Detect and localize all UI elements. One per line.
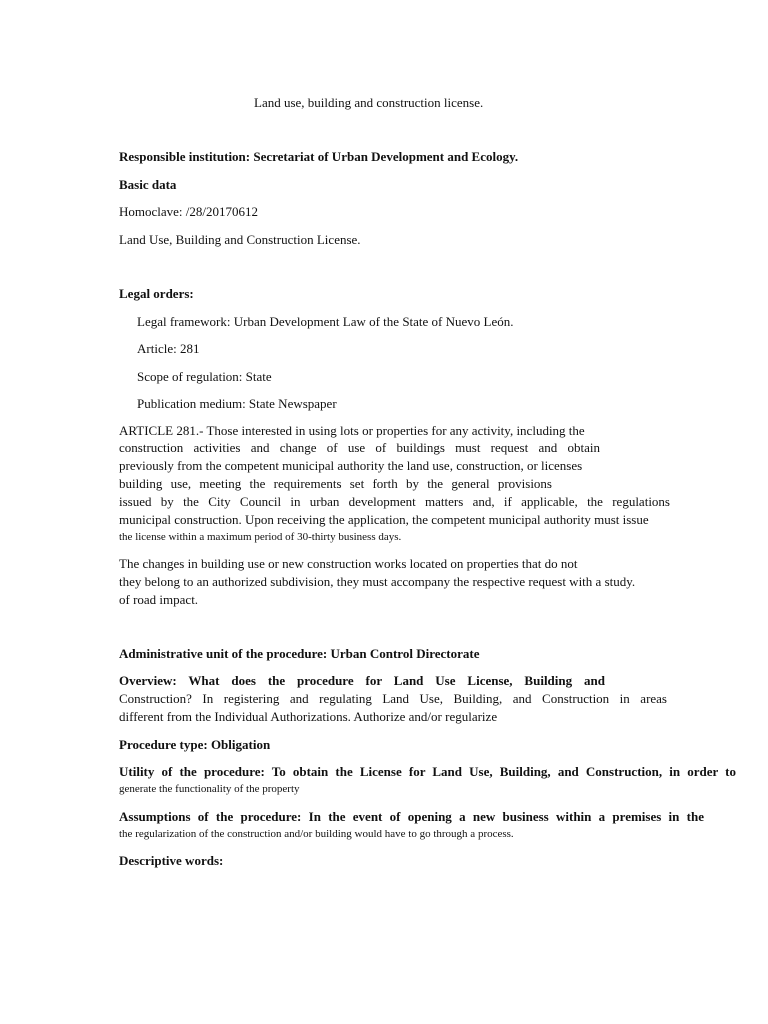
changes-line: they belong to an authorized subdivision, they must accompany the respective request with a study.: [119, 574, 636, 589]
utility-line: Utility of the procedure: To obtain the License for Land Use, Building, and Construction, in order to: [119, 764, 736, 779]
article-line: construction activities and change of use of buildings must request and obtain: [119, 440, 600, 455]
administrative-unit: Administrative unit of the procedure: Urban Control Directorate: [119, 646, 480, 661]
descriptive-words-heading: Descriptive words:: [119, 853, 224, 868]
article-line: municipal construction. Upon receiving the application, the competent municipal authority must issue: [119, 512, 649, 527]
article-line: building use, meeting the requirements set forth by the general provisions: [119, 476, 552, 491]
utility-line: generate the functionality of the property: [119, 783, 300, 795]
article-line: the license within a maximum period of 30-thirty business days.: [119, 531, 402, 543]
article-number: Article: 281: [137, 341, 200, 356]
procedure-type: Procedure type: Obligation: [119, 737, 271, 752]
article-line: previously from the competent municipal authority the land use, construction, or licenses: [119, 458, 583, 473]
overview-line: Construction? In registering and regulating Land Use, Building, and Construction in areas: [119, 691, 667, 706]
assumptions-line: the regularization of the construction and/or building would have to go through a process.: [119, 828, 514, 840]
article-line: issued by the City Council in urban development matters and, if applicable, the regulations: [119, 494, 670, 509]
changes-line: of road impact.: [119, 592, 199, 607]
license-name: Land Use, Building and Construction License.: [119, 232, 361, 247]
changes-line: The changes in building use or new construction works located on properties that do not: [119, 556, 578, 571]
overview-line: different from the Individual Authorizations. Authorize and/or regularize: [119, 709, 498, 724]
publication-medium: Publication medium: State Newspaper: [137, 396, 337, 411]
overview-line: Overview: What does the procedure for Land Use License, Building and: [119, 673, 605, 688]
responsible-institution: Responsible institution: Secretariat of Urban Development and Ecology.: [119, 149, 519, 164]
legal-framework: Legal framework: Urban Development Law of the State of Nuevo León.: [137, 314, 514, 329]
legal-orders-heading: Legal orders:: [119, 286, 194, 301]
article-line: ARTICLE 281.- Those interested in using lots or properties for any activity, including the: [119, 423, 585, 438]
document-title: Land use, building and construction license.: [254, 95, 484, 110]
homoclave: Homoclave: /28/20170612: [119, 204, 259, 219]
basic-data-heading: Basic data: [119, 177, 177, 192]
scope-of-regulation: Scope of regulation: State: [137, 369, 272, 384]
assumptions-line: Assumptions of the procedure: In the event of opening a new business within a premises in the: [119, 809, 704, 824]
